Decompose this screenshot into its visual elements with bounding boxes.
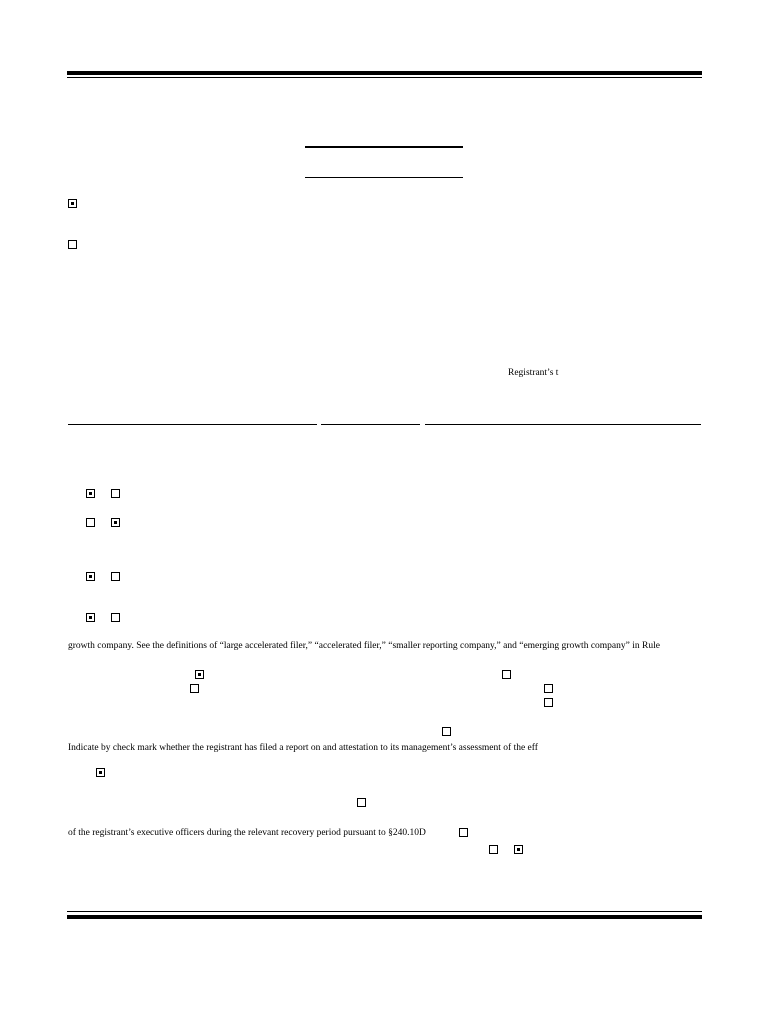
well-known-seasoned-no-checkbox[interactable]	[111, 489, 120, 498]
interactive-data-no-checkbox[interactable]	[111, 613, 120, 622]
header-rule-1	[305, 146, 463, 148]
smaller-reporting-company-checkbox[interactable]	[544, 684, 553, 693]
not-required-to-file-no-checkbox[interactable]	[111, 518, 120, 527]
extended-transition-period-checkbox[interactable]	[442, 727, 451, 736]
bottom-thick-rule	[67, 915, 702, 919]
growth-company-text: growth company. See the definitions of “large accelerated filer,” “accelerated filer,” “smaller reporting company,” and “emerging growth company” in Rule	[68, 641, 660, 651]
employer-id-rule	[425, 424, 701, 425]
top-thin-rule	[67, 77, 702, 78]
filed-all-reports-yes-checkbox[interactable]	[86, 572, 95, 581]
bottom-thin-rule	[67, 911, 702, 912]
attestation-text: Indicate by check mark whether the registrant has filed a report on and attestation to its management’s assessment of the eff	[68, 743, 538, 753]
well-known-seasoned-yes-checkbox[interactable]	[86, 489, 95, 498]
top-thick-rule	[67, 71, 702, 75]
shell-company-no-checkbox[interactable]	[514, 845, 523, 854]
not-required-to-file-yes-checkbox[interactable]	[86, 518, 95, 527]
interactive-data-yes-checkbox[interactable]	[86, 613, 95, 622]
registrant-title-fragment: Registrant’s t	[508, 368, 559, 378]
commission-file-rule	[321, 424, 420, 425]
state-rule	[68, 424, 317, 425]
header-rule-2	[305, 177, 463, 178]
accelerated-filer-checkbox[interactable]	[502, 670, 511, 679]
transition-report-checkbox[interactable]	[68, 240, 77, 249]
recovery-analysis-checkbox[interactable]	[459, 828, 468, 837]
recovery-period-text: of the registrant’s executive officers during the relevant recovery period pursuant to §240.10D	[68, 828, 426, 838]
emerging-growth-company-checkbox[interactable]	[544, 698, 553, 707]
large-accelerated-filer-checkbox[interactable]	[195, 670, 204, 679]
annual-report-checkbox[interactable]	[68, 199, 77, 208]
filed-all-reports-no-checkbox[interactable]	[111, 572, 120, 581]
non-accelerated-filer-checkbox[interactable]	[190, 684, 199, 693]
shell-company-yes-checkbox[interactable]	[489, 845, 498, 854]
attestation-checkbox[interactable]	[96, 768, 105, 777]
error-correction-checkbox[interactable]	[357, 798, 366, 807]
